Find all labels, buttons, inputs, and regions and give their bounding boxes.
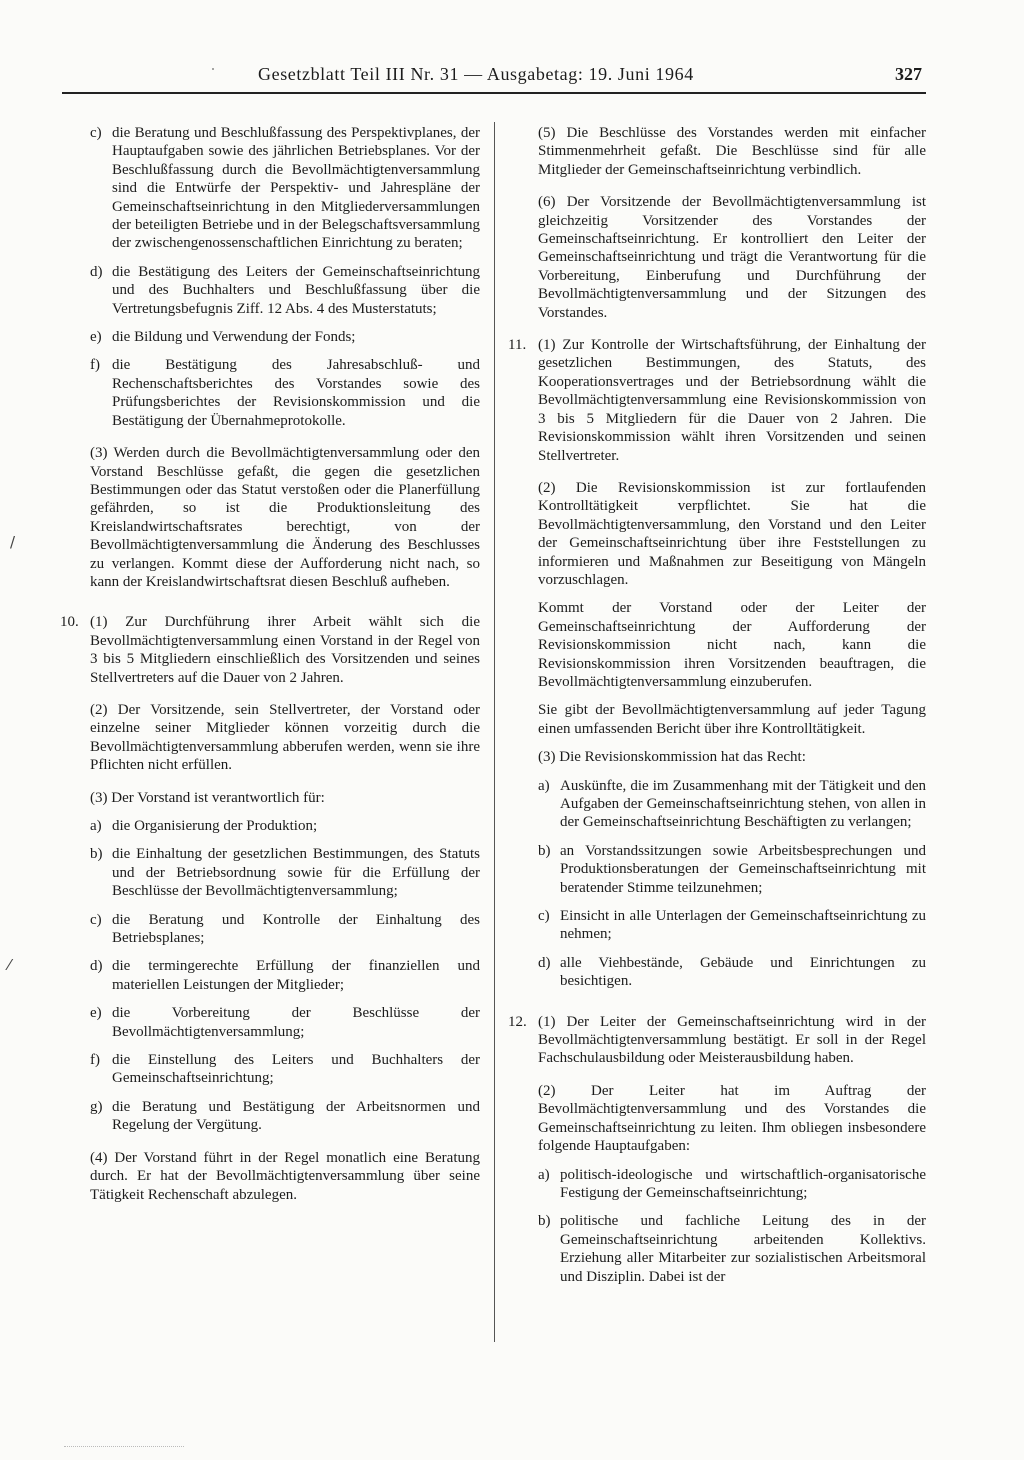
- gazette-title: Gesetzblatt Teil III Nr. 31 — Ausgabetag: 19. Juni 1964: [258, 64, 694, 84]
- item-text: die Bildung und Verwendung der Fonds;: [112, 329, 356, 346]
- item-label: c): [90, 911, 102, 928]
- item-label: e): [90, 1005, 102, 1022]
- item-text: die Einhaltung der gesetzlichen Bestimmungen, des Statuts und der Betriebsordnung sowie für die Erfüllung der Beschlüsse der Bevollmächtigtenversammlung;: [112, 846, 480, 900]
- item-text: die Bestätigung des Leiters der Gemeinschaftseinrichtung und des Buchhalters und Beschlußfassung über die Vertretungsbefugnis Ziff. 12 Abs. 4 des Musterstatuts;: [112, 263, 480, 317]
- item-text: alle Viehbestände, Gebäude und Einrichtungen zu besichtigen.: [560, 954, 926, 990]
- margin-mark: /: [10, 533, 16, 551]
- list-item: [90, 911, 480, 948]
- item-text: die Vorbereitung der Beschlüsse der Bevollmächtigtenversammlung;: [112, 1005, 480, 1040]
- item-label: c): [90, 125, 102, 141]
- item-text: die Beratung und Kontrolle der Einhaltung des Betriebsplanes;: [112, 911, 480, 947]
- item-text: die Organisierung der Produktion;: [112, 818, 318, 834]
- list-item: [90, 356, 480, 430]
- page-header: [62, 58, 926, 94]
- list-item: [538, 954, 926, 991]
- item-label: d): [538, 954, 551, 971]
- list-item: [90, 124, 480, 253]
- paragraph: (1) Zur Kontrolle der Wirtschaftsführung, der Einhaltung der gesetzlichen Bestimmungen, des Statuts, des Kooperationsvertrages und der Betriebsordnung wählt die Bevollmächtigtenversammlung eine Revisionskommission von 3 bis 5 Mitgliedern für die Dauer von 2 Jahren. Die Revisionskommission wählt ihren Vorsitzenden und seinen Stellvertreter.: [538, 337, 926, 464]
- item-label: d): [90, 263, 103, 280]
- paragraph: Sie gibt der Bevollmächtigtenversammlung auf jeder Tagung einen umfassenden Bericht über ihre Kontrolltätigkeit.: [538, 702, 926, 737]
- list-item: [90, 1051, 480, 1088]
- paragraph: (1) Der Leiter der Gemeinschaftseinrichtung wird in der Bevollmächtigtenversammlung bestätigt. Er soll in der Regel Fachschulausbildung oder Meisterausbildung haben.: [538, 1013, 926, 1067]
- list-item: [90, 845, 480, 900]
- item-label: b): [90, 846, 103, 863]
- paragraph: (3) Die Revisionskommission hat das Recht:: [538, 749, 806, 766]
- list-item: [90, 817, 480, 835]
- item-text: die Beratung und Beschlußfassung des Perspektivplanes, der Hauptaufgaben sowie des jährlichen Betriebsplanes. Vor der Beschlußfassung durch die Bevollmächtigtenversammlung sind die Entwürfe der Perspektiv- und Jahrespläne der Gemeinschaftseinrichtung in den Mitgliederversammlungen der beteiligten Betriebe und in der Belegschaftsversammlung der zwischengenossenschaftlichen Einrichtung zu beraten;: [112, 125, 480, 252]
- scan-speck: [212, 68, 214, 70]
- item-label: d): [90, 958, 103, 975]
- list-item: [90, 328, 480, 346]
- list-item: [538, 1166, 926, 1203]
- item-label: f): [90, 1052, 100, 1069]
- item-text: die Bestätigung des Jahresabschluß- und Rechenschaftsberichtes des Vorstandes sowie des Prüfungsberichtes der Revisionskommission und die Bestätigung der Übernahmeprotokolle.: [112, 357, 480, 429]
- list-item: [538, 777, 926, 832]
- item-label: a): [538, 1166, 550, 1183]
- paragraph: (4) Der Vorstand führt in der Regel monatlich eine Beratung durch. Er hat der Bevollmächtigtenversammlung über seine Tätigkeit Rechenschaft abzulegen.: [90, 1149, 480, 1203]
- item-label: c): [538, 908, 550, 925]
- paragraph-3: (3) Werden durch die Bevollmächtigtenversammlung oder den Vorstand Beschlüsse gefaßt, die gegen die gesetzlichen Bestimmungen oder das Statut verstoßen oder die Planerfüllung gefährden, so ist die Produktionsleitung des Kreislandwirtschaftsrates berechtigt, von der Bevollmächtigtenversammlung die Änderung des Beschlusses zu verlangen. Kommt diese der Aufforderung nicht nach, so kann der Kreislandwirtschaftsrat diesen Beschluß aufheben.: [90, 445, 480, 590]
- paragraph: (2) Die Revisionskommission ist zur fortlaufenden Kontrolltätigkeit verpflichtet. Sie hat die Bevollmächtigtenversammlung, den Vorstand und den Leiter der Gemeinschaftseinrichtung über ihre Feststellungen zu informieren und Maßnahmen zur Beseitigung von Mängeln vorzuschlagen.: [538, 479, 926, 588]
- list-item: [90, 1004, 480, 1041]
- paragraph: (2) Der Leiter hat im Auftrag der Bevollmächtigtenversammlung und des Vorstandes die Gemeinschaftseinrichtung zu leiten. Ihm obliegen insbesondere folgende Hauptaufgaben:: [538, 1082, 926, 1155]
- item-label: e): [90, 329, 102, 346]
- section-12: [508, 1013, 926, 1286]
- paragraph-6: (6) Der Vorsitzende der Bevollmächtigtenversammlung ist gleichzeitig Vorsitzender des Vorstandes der Gemeinschaftseinrichtung. Er kontrolliert den Leiter der Gemeinschaftseinrichtung und trägt die Verantwortung für die Vorbereitung, Einberufung und Durchführung der Bevollmächtigtenversammlung und der Sitzungen des Vorstandes.: [538, 194, 926, 321]
- paragraph: (2) Der Vorsitzende, sein Stellvertreter, der Vorstand oder einzelne seiner Mitglieder können vorzeitig durch die Bevollmächtigtenversammlung abberufen werden, wenn sie ihre Pflichten nicht erfüllen.: [90, 701, 480, 774]
- page-number: 327: [895, 64, 922, 84]
- item-text: die Beratung und Bestätigung der Arbeitsnormen und Regelung der Vergütung.: [112, 1098, 480, 1134]
- margin-mark: ⁄: [8, 956, 11, 974]
- item-text: an Vorstandssitzungen sowie Arbeitsbesprechungen und Produktionsberatungen der Gemeinschaftseinrichtung mit beratender Stimme teilzunehmen;: [560, 842, 926, 896]
- item-label: b): [538, 842, 551, 859]
- scan-edge: [64, 1446, 184, 1447]
- paragraph: (1) Zur Durchführung ihrer Arbeit wählt sich die Bevollmächtigtenversammlung einen Vorstand in der Regel von 3 bis 5 Mitgliedern einschließlich des Vorsitzenden und seines Stellvertreters auf die Dauer von 2 Jahren.: [90, 614, 480, 686]
- paragraph: (3) Der Vorstand ist verantwortlich für:: [90, 789, 325, 806]
- list-item: [90, 263, 480, 318]
- paragraph-5: (5) Die Beschlüsse des Vorstandes werden mit einfacher Stimmenmehrheit gefaßt. Die Beschlüsse sind für alle Mitglieder der Gemeinschaftseinrichtung verbindlich.: [538, 125, 926, 178]
- list-item: [538, 842, 926, 897]
- item-text: die Einstellung des Leiters und Buchhalters der Gemeinschaftseinrichtung;: [112, 1052, 480, 1087]
- list-item: [90, 957, 480, 994]
- item-label: f): [90, 357, 100, 374]
- list-item: [538, 1212, 926, 1286]
- section-number: 10.: [60, 614, 79, 631]
- list-item: [90, 1098, 480, 1135]
- item-label: a): [90, 818, 102, 834]
- item-label: a): [538, 777, 550, 794]
- item-text: Einsicht in alle Unterlagen der Gemeinschaftseinrichtung zu nehmen;: [560, 908, 926, 943]
- list-item: [538, 907, 926, 944]
- item-label: b): [538, 1213, 551, 1230]
- right-column: [508, 124, 926, 1296]
- item-text: die termingerechte Erfüllung der finanziellen und materiellen Leistungen der Mitglieder;: [112, 958, 480, 993]
- section-10: [60, 613, 480, 1204]
- section-number: 12.: [508, 1013, 527, 1030]
- left-column: [60, 124, 480, 1214]
- item-label: g): [90, 1098, 103, 1115]
- section-number: 11.: [508, 337, 527, 354]
- paragraph: Kommt der Vorstand oder der Leiter der Gemeinschaftseinrichtung der Aufforderung der Revisionskommission nicht nach, kann die Revisionskommission ihren Vorsitzenden beauftragen, die Bevollmächtigtenversammlung einzuberufen.: [538, 600, 926, 690]
- section-11: [508, 336, 926, 991]
- item-text: politische und fachliche Leitung des in der Gemeinschaftseinrichtung arbeitenden Kollektivs. Erziehung aller Mitarbeiter zur sozialistischen Arbeitsmoral und Disziplin. Dabei ist der: [560, 1213, 926, 1285]
- item-text: politisch-ideologische und wirtschaftlich-organisatorische Festigung der Gemeinschaftseinrichtung;: [560, 1166, 926, 1201]
- column-divider: [494, 122, 495, 1342]
- item-text: Auskünfte, die im Zusammenhang mit der Tätigkeit und den Aufgaben der Gemeinschaftseinrichtung stehen, von allen in der Gemeinschaftseinrichtung Beschäftigten zu verlangen;: [560, 777, 926, 831]
